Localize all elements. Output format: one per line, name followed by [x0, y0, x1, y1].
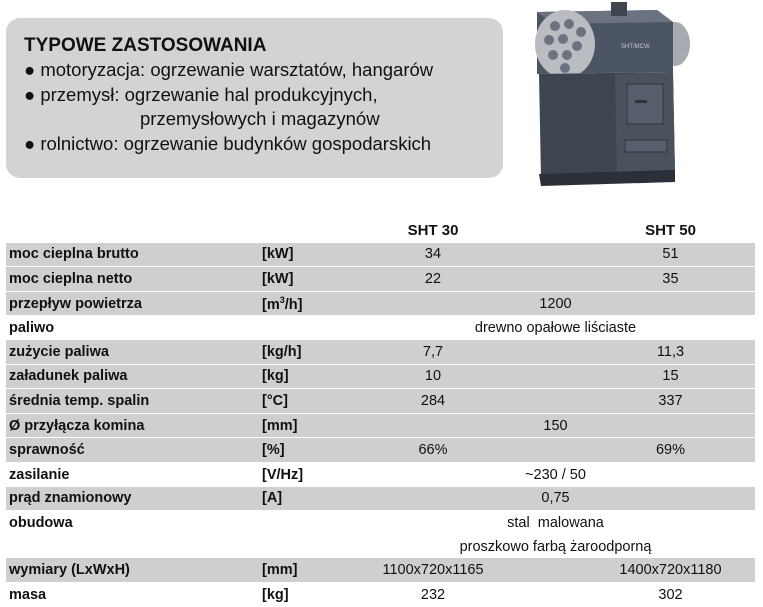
table-row: [6, 291, 755, 316]
table-row: [6, 389, 755, 414]
row-unit: [kg]: [262, 586, 289, 603]
value-model-2: 51: [534, 243, 755, 267]
applications-item: ● motoryzacja: ogrzewanie warsztatów, hangarów: [24, 59, 434, 80]
row-unit: [%]: [258, 438, 356, 463]
value-model-1: 66%: [356, 438, 534, 463]
value-model-2: 69%: [534, 438, 755, 463]
value-shared: ~230 / 50: [525, 466, 586, 483]
row-label: prąd znamionowy: [6, 487, 258, 511]
row-label: obudowa: [9, 514, 73, 531]
row-label: wymiary (LxWxH): [6, 558, 258, 582]
value-model-1: 1100x720x1165: [356, 558, 534, 582]
ash-drawer: [625, 140, 667, 152]
heater-badge: SHT/MCW: [621, 44, 650, 50]
row-label: średnia temp. spalin: [6, 389, 258, 414]
table-row: [6, 267, 755, 292]
row-label: przepływ powietrza: [6, 291, 258, 316]
value-shared: drewno opałowe liściaste: [474, 320, 637, 337]
value-model-1: 34: [356, 243, 534, 267]
row-unit: [V/Hz]: [262, 466, 304, 483]
row-unit: [kg]: [258, 364, 356, 389]
heater-product-image: [525, 2, 693, 190]
bullet-icon: ●: [24, 132, 36, 154]
value-model-1: 22: [356, 267, 534, 292]
applications-item: przemysłowych i magazynów: [140, 108, 380, 129]
table-row: [6, 582, 755, 606]
row-label: zasilanie: [9, 466, 70, 483]
row-label: Ø przyłącza komina: [6, 413, 258, 438]
table-row: [6, 462, 755, 486]
value-model-2: 302: [658, 586, 683, 603]
row-unit: [mm]: [258, 558, 356, 582]
row-unit: [kg/h]: [258, 340, 356, 364]
value-shared: 150: [356, 413, 755, 438]
value-shared: stal malowana: [507, 514, 604, 531]
value-model-1: 7,7: [356, 340, 534, 364]
row-label: moc cieplna brutto: [6, 243, 258, 267]
row-label: sprawność: [6, 438, 258, 463]
specs-header-row: [6, 219, 755, 243]
row-label: zużycie paliwa: [6, 340, 258, 364]
table-row: [6, 316, 755, 340]
value-shared: 1200: [356, 291, 755, 316]
row-unit: [°C]: [258, 389, 356, 414]
table-row: [6, 558, 755, 582]
row-unit: [mm]: [258, 413, 356, 438]
applications-item: ● rolnictwo: ogrzewanie budynków gospodarskich: [24, 132, 432, 154]
row-unit: $[m^3/h]$: [258, 291, 356, 316]
bullet-icon: ●: [24, 83, 36, 105]
table-row: [6, 438, 755, 463]
row-unit: [kW]: [258, 243, 356, 267]
table-row: [6, 487, 755, 511]
value-model-2: 1400x720x1180: [534, 558, 755, 582]
table-row: [6, 535, 755, 559]
row-unit: [258, 316, 356, 340]
row-unit: [A]: [258, 487, 356, 511]
bullet-icon: ●: [24, 59, 36, 80]
row-unit: [258, 511, 356, 535]
row-label: masa: [9, 586, 47, 603]
row-label: moc cieplna netto: [6, 267, 258, 292]
chimney-shape: [611, 2, 627, 16]
table-row: [6, 364, 755, 389]
applications-title: TYPOWE ZASTOSOWANIA: [24, 35, 267, 56]
value-model-1: 284: [356, 389, 534, 414]
model-header: SHT 30: [407, 222, 459, 240]
row-unit: [kW]: [258, 267, 356, 292]
value-model-2: 11,3: [534, 340, 755, 364]
table-row: [6, 413, 755, 438]
value-model-2: 15: [534, 364, 755, 389]
table-row: [6, 511, 755, 535]
heater-door: [627, 84, 663, 124]
value-model-1: 232: [420, 586, 446, 603]
value-shared: 0,75: [356, 487, 755, 511]
table-row: [6, 340, 755, 364]
value-model-2: 337: [534, 389, 755, 414]
specs-table: [6, 219, 755, 607]
value-shared-line2: proszkowo farbą żaroodporną: [459, 538, 652, 555]
table-row: [6, 243, 755, 267]
value-model-2: 35: [534, 267, 755, 292]
row-label: paliwo: [9, 320, 55, 337]
value-model-1: 10: [356, 364, 534, 389]
row-label: załadunek paliwa: [6, 364, 258, 389]
applications-item: ● przemysł: ogrzewanie hal produkcyjnych,: [24, 83, 378, 105]
applications-box: [6, 18, 503, 178]
model-header: SHT 50: [645, 222, 696, 240]
